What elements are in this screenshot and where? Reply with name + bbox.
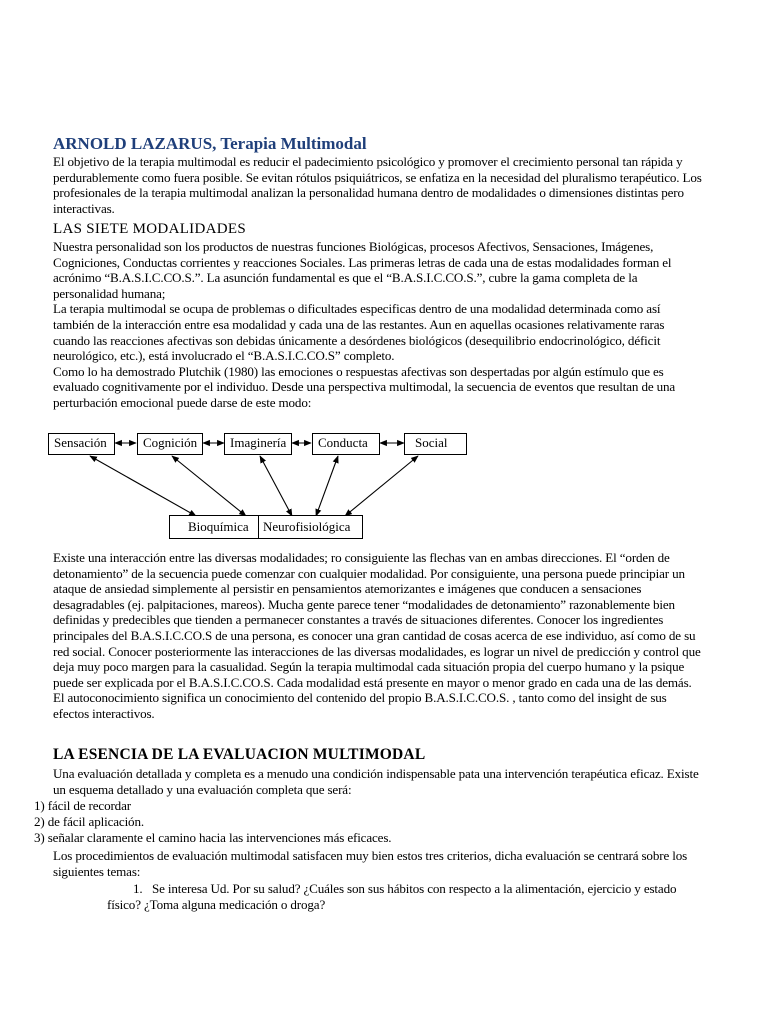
box-cognicion: Cognición bbox=[137, 433, 203, 455]
evaluacion-paragraph bbox=[53, 766, 703, 797]
box-social: Social bbox=[404, 433, 467, 455]
paragraph-basic: Nuestra personalidad son los productos de nuestras funciones Biológicas, procesos Afectivos, Sensaciones, Imágenes, Cogniciones, Conductas corrientes y reacciones Sociales. Las primeras letras de cada una de estas modalidades forman el acrónimo “B.A.S.I.C.CO.S.”. La asunción fundamental es que el “B.A.S.I.C.CO.S.”, cubre la gama completa de la personalidad humana; bbox=[53, 239, 672, 301]
interaccion-paragraph bbox=[53, 550, 703, 722]
list-item-2: 2) de fácil aplicación. bbox=[34, 814, 144, 829]
box-bioquimica: Bioquímica bbox=[169, 515, 259, 539]
paragraph-criterios: Los procedimientos de evaluación multimodal satisfacen muy bien estos tres criterios, dicha evaluación se centrará sobre los siguientes temas: bbox=[53, 848, 688, 879]
paragraph-plutchik: Como lo ha demostrado Plutchik (1980) las emociones o respuestas afectivas son despertadas por algún estímulo que es evaluado cognitivamente por el individuo. Desde una perspectiva multimodal, la secuencia de eventos que resultan de una perturbación emocional puede darse de este modo: bbox=[53, 363, 676, 410]
section-heading-evaluacion: LA ESENCIA DE LA EVALUACION MULTIMODAL bbox=[53, 746, 426, 763]
box-conducta: Conducta bbox=[312, 433, 380, 455]
section-heading-modalidades: LAS SIETE MODALIDADES bbox=[53, 221, 246, 237]
criterios-paragraph bbox=[53, 848, 703, 879]
paragraph-interaccion: Existe una interacción entre las diversas modalidades; ro consiguiente las flechas van en ambas direcciones. El “orden de detonamiento” de la secuencia puede comenzar con cualquier modalidad. Por consiguiente, una persona puede principiar un ataque de ansiedad simplemente al persistir en pensamientos atemorizantes e imágenes que conducen a sensaciones desagradables (ej. palpitaciones, mareos). Mucha gente parece tener “modalidades de detonamiento” razonablemente bien definidas y predecibles que tienden a permanecer constantes a través de situaciones diferentes. Conocer los ingredientes principales del B.A.S.I.C.CO.S de una persona, es conocer una gran cantidad de cosas acerca de ese individuo, así como de su red social. Conocer posteriormente las interacciones de las diversas modalidades, es lograr un nivel de predicción y control que deja muy poco margen para la casualidad. Según la terapia multimodal cada situación propia del cuerpo humano y la psique puede ser explicada por el B.A.S.I.C.CO.S. Cada modalidad está presente en mayor o menor grado en cada una de las demás. El autoconocimiento significa un conocimiento del contenido del propio B.A.S.I.C.CO.S. , tanto como del insight de sus efectos interactivos. bbox=[53, 550, 701, 721]
numbered-item bbox=[107, 881, 692, 912]
paragraph-terapia: La terapia multimodal se ocupa de problemas o dificultades especificas dentro de una modalidad determinada como así también de la interacción entre esa modalidad y cada una de las restantes. Aun en aquellas ocasiones relativamente raras cuando las reacciones afectivas son debidas únicamente a desórdenes biológicos (desequilibrio endocrinológico, déficit neurológico, etc.), está involucrado el “B.A.S.I.C.CO.S” completo. bbox=[53, 301, 665, 364]
list-item-3: 3) señalar claramente el camino hacia las intervenciones más eficaces. bbox=[34, 830, 392, 845]
box-imagineria: Imaginería bbox=[224, 433, 292, 455]
intro-text: El objetivo de la terapia multimodal es reducir el padecimiento psicológico y promover el crecimiento personal tan rápida y perdurablemente como fuera posible. Se evitan rótulos psiquiátricos, se enfatiza en la necesidad del pluralismo terapéutico. Los profesionales de la terapia multimodal analizan la personalidad humana dentro de modalidades o dimensiones distintas pero interactivas. bbox=[53, 154, 702, 216]
box-sensacion: Sensación bbox=[48, 433, 115, 455]
document-title: ARNOLD LAZARUS, Terapia Multimodal bbox=[53, 134, 367, 153]
box-neurofisiologica: Neurofisiológica bbox=[258, 515, 363, 539]
numbered-item-text: Se interesa Ud. Por su salud? ¿Cuáles son sus hábitos con respecto a la alimentación, ejercicio y estado físico? ¿Toma alguna medicación o droga? bbox=[107, 881, 677, 912]
paragraph-evaluacion: Una evaluación detallada y completa es a menudo una condición indispensable pata una intervención terapéutica eficaz. Existe un esquema detallado y una evaluación completa que será: bbox=[53, 766, 699, 797]
list-item-1: 1) fácil de recordar bbox=[34, 798, 131, 813]
numbered-item-number: 1. bbox=[133, 881, 143, 896]
